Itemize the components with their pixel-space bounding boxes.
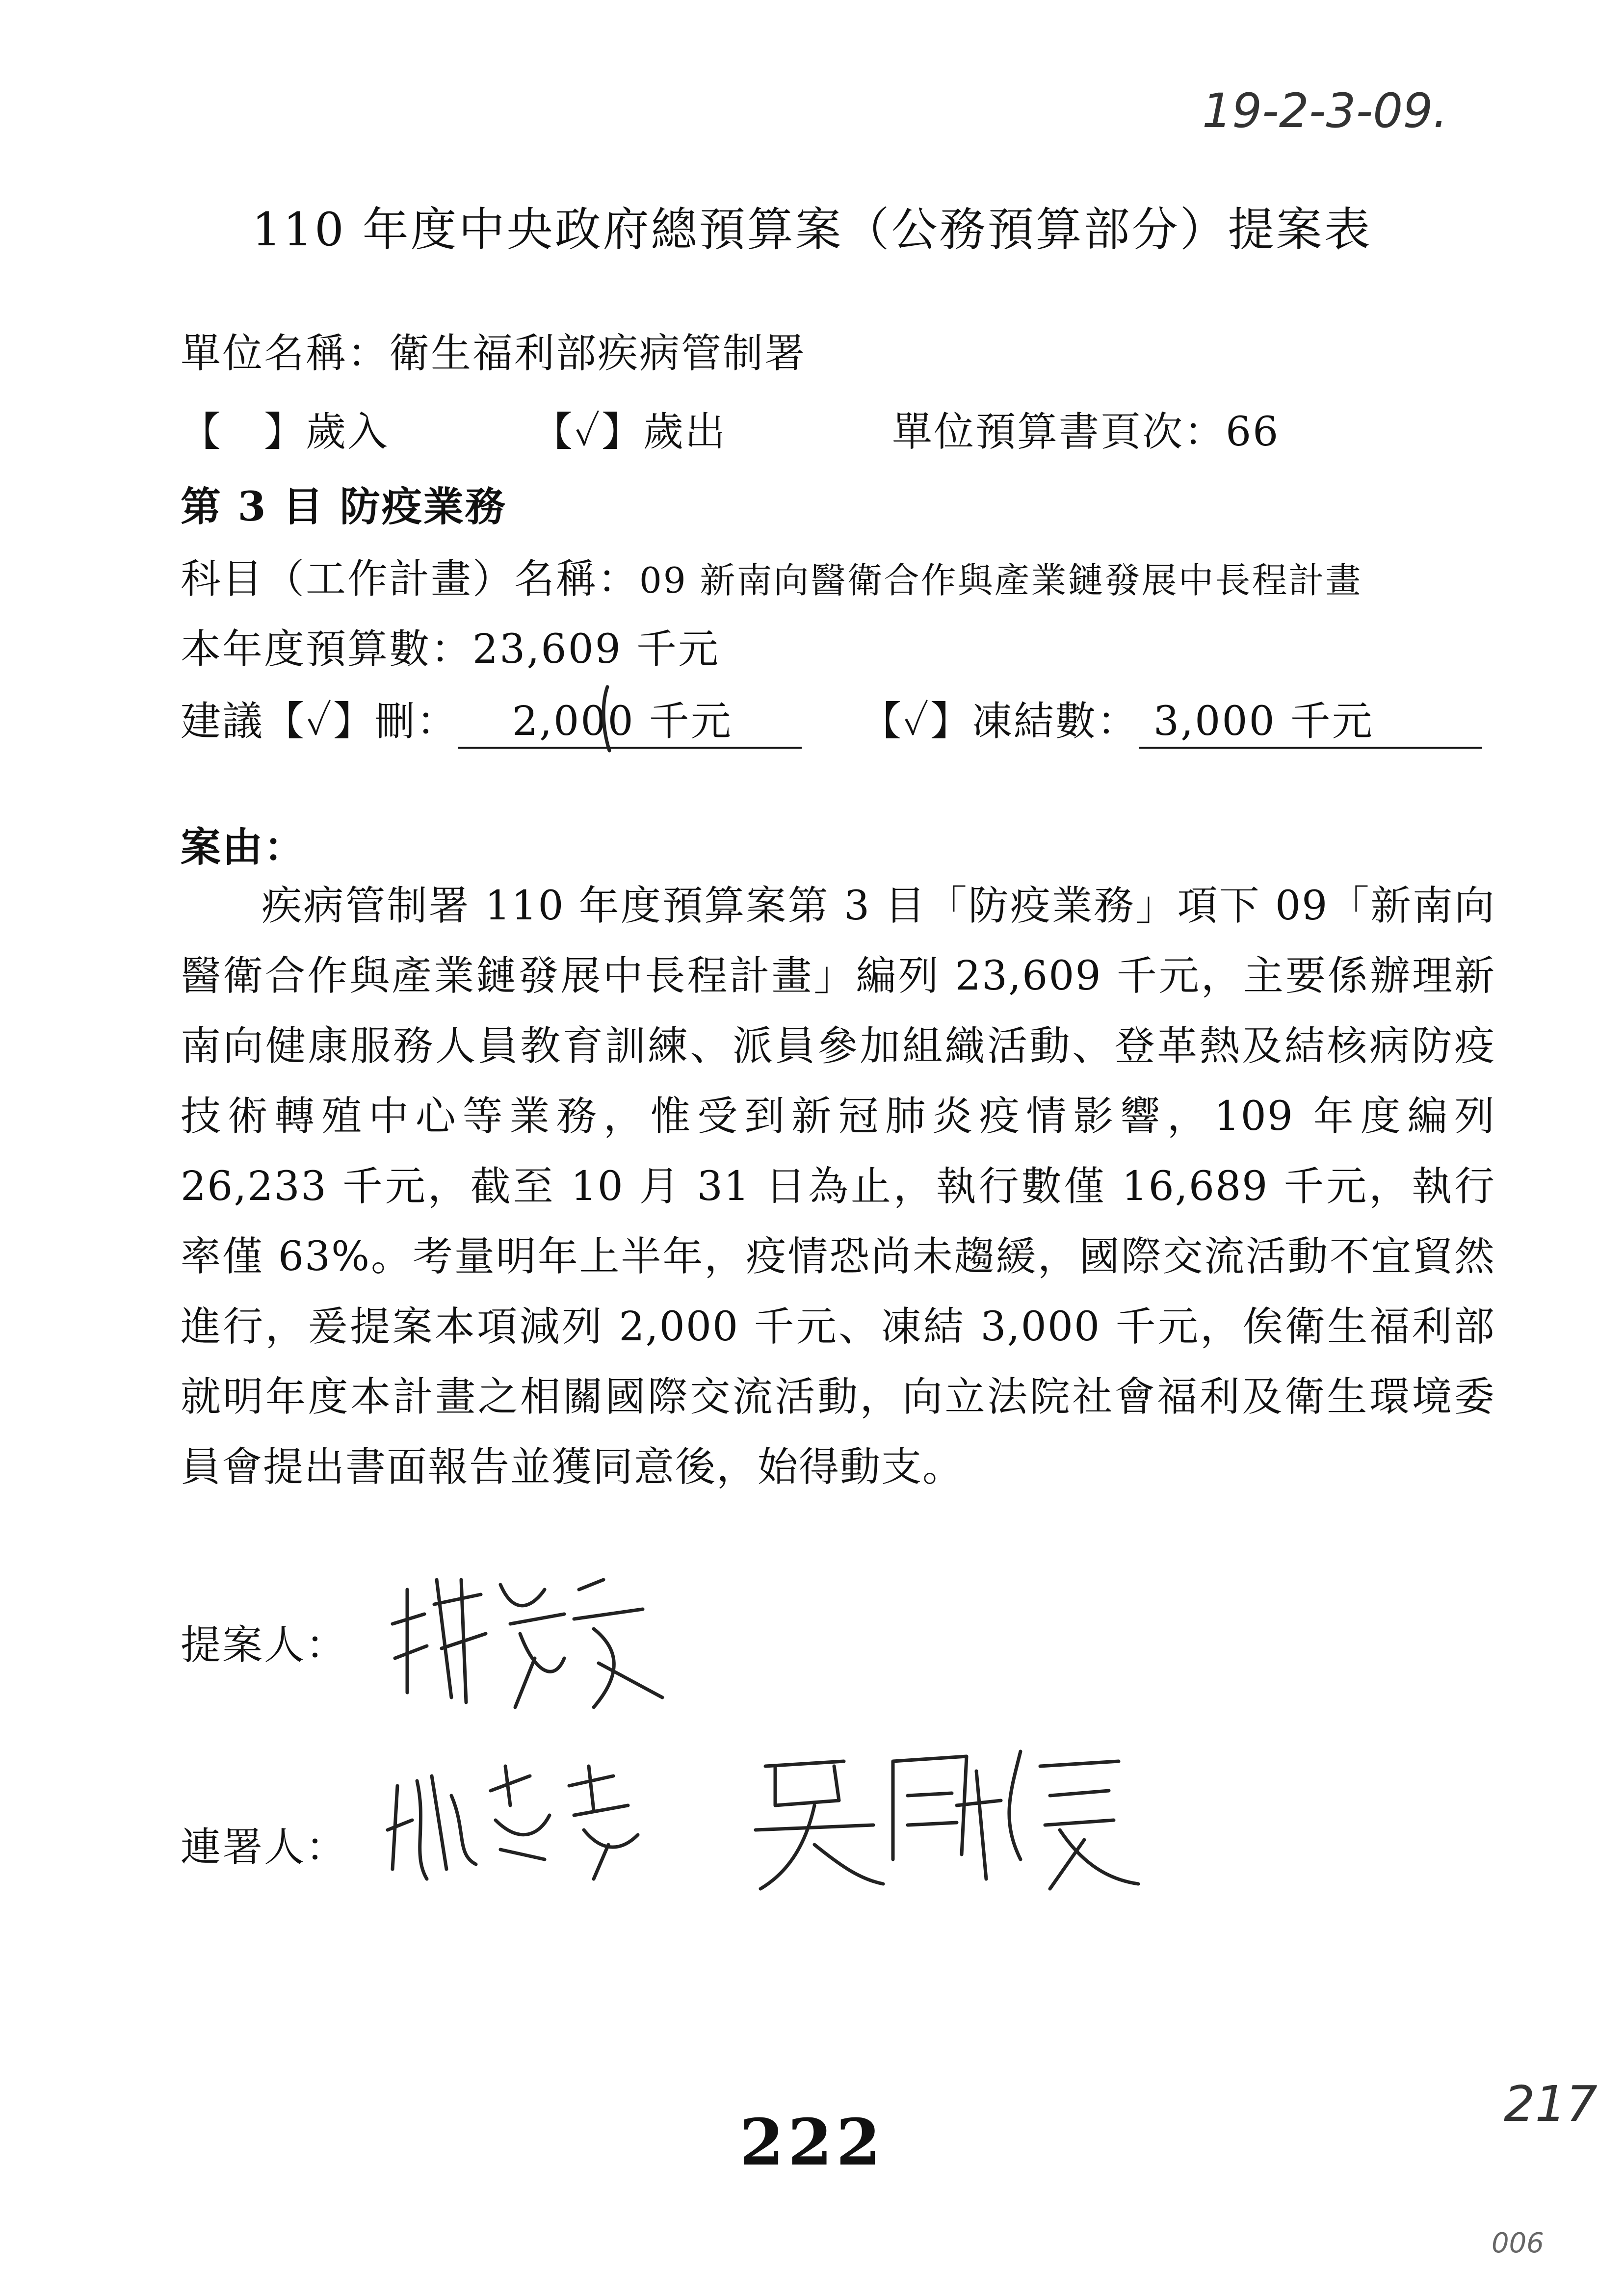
expense-checkbox: 【✓】 [532, 409, 643, 455]
unit-label: 單位名稱： [181, 330, 390, 377]
expense-group [532, 400, 727, 457]
proposer-signature [388, 1560, 682, 1722]
revenue-checkbox: 【 】 [181, 409, 306, 455]
subject-label: 科目（工作計畫）名稱： [181, 556, 640, 602]
handwritten-mark-stroke [599, 684, 618, 753]
cut-checkbox: 【✓】 [264, 698, 375, 745]
page-ref [892, 400, 1280, 457]
expense-label: 歲出 [643, 409, 727, 455]
subject-value: 09 新南向醫衛合作與產業鏈發展中長程計畫 [639, 560, 1362, 601]
cut-label: 刪： [374, 698, 458, 745]
handwritten-number: 217 [1504, 2075, 1598, 2133]
cosigner-signature-1 [383, 1747, 736, 1894]
freeze-label: 凍結數： [971, 698, 1139, 745]
page-ref-label: 單位預算書頁次： [892, 409, 1226, 455]
cosigner-label: 連署人： [181, 1824, 348, 1871]
proposer-label: 提案人： [181, 1622, 348, 1669]
page-title: 110 年度中央政府總預算案（公務預算部分）提案表 [252, 203, 1372, 257]
freeze-value [1139, 689, 1482, 749]
unit-row [181, 321, 806, 379]
reason-heading: 案由： [181, 824, 306, 871]
budget-value: 23,609 千元 [472, 626, 720, 673]
handwritten-small: 006 [1492, 2227, 1544, 2259]
reason-body: 疾病管制署 110 年度預算案第 3 目「防疫業務」項下 09「新南向醫衛合作與產業鏈發展中長程計畫」編列 23,609 千元，主要係辦理新南向健康服務人員教育訓練、派員參加組織活動、登革熱及結核病防疫技術轉殖中心等業務，惟受到新冠肺炎疫情影響，109 年度編列 26,233 千元，截至 10 月 31 日為止，執行數僅 16,689 千元，執行率僅 63%。考量明年上半年，疫情恐尚未趨緩，國際交流活動不宜貿然進行，爰提案本項減列 2,000 千元、凍結 3,000 千元，俟衛生福利部就明年度本計畫之相關國際交流活動，向立法院社會福利及衛生環境委員會提出書面報告並獲同意後，始得動支。 [181, 883, 1495, 1490]
subject-row [181, 547, 1362, 604]
unit-value: 衛生福利部疾病管制署 [389, 330, 807, 377]
cut-value-text: 2,000 千元 [512, 698, 733, 745]
freeze-value-text: 3,000 千元 [1153, 698, 1374, 745]
cut-value [458, 689, 802, 749]
budget-label: 本年度預算數： [181, 626, 473, 673]
suggest-label: 建議 [181, 698, 264, 745]
type-row [181, 400, 389, 457]
freeze-checkbox: 【✓】 [861, 698, 972, 745]
page-number: 222 [739, 2105, 885, 2180]
item-heading: 第 3 目 防疫業務 [181, 483, 507, 530]
freeze-group [861, 689, 1482, 749]
budget-row [181, 617, 720, 675]
page-ref-value: 66 [1226, 409, 1280, 455]
handwritten-code: 19-2-3-09. [1202, 83, 1448, 138]
suggest-row [181, 689, 802, 749]
cosigner-signature-2 [746, 1732, 1148, 1899]
revenue-label: 歲入 [306, 409, 390, 455]
